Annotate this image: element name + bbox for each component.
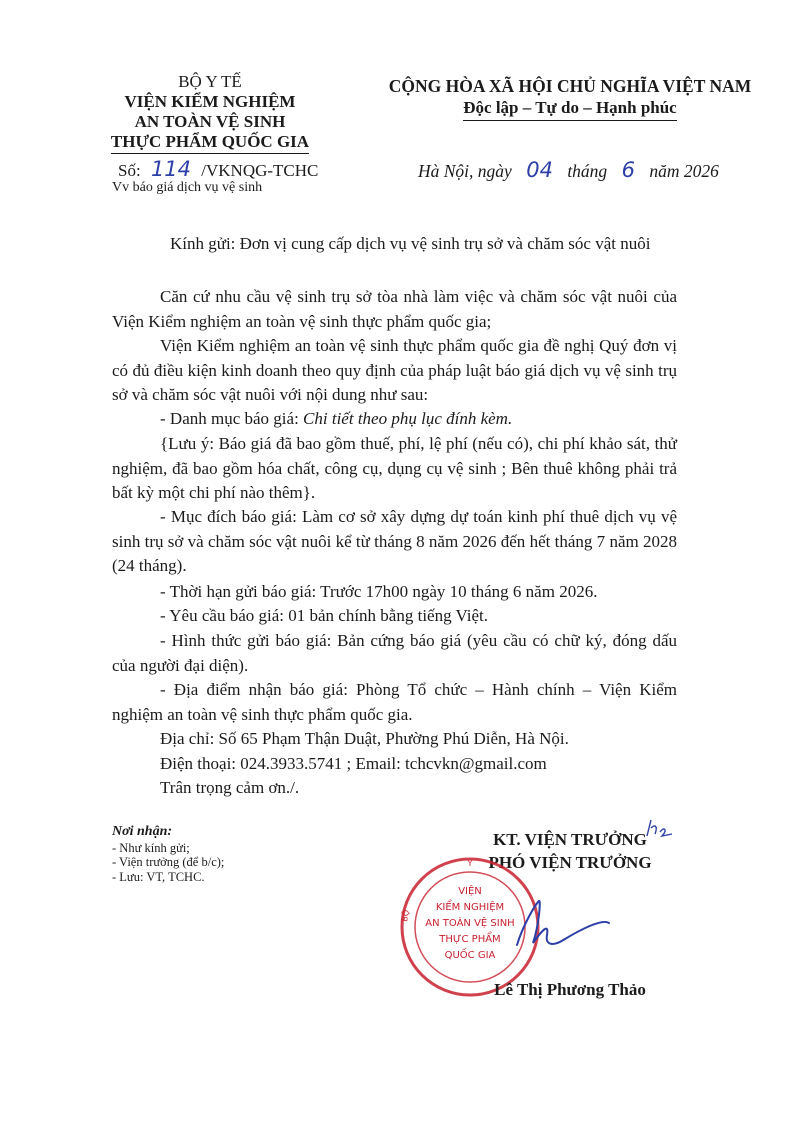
recipient-item: - Lưu: VT, TCHC. bbox=[112, 869, 205, 884]
item-category-label: - Danh mục báo giá: bbox=[160, 409, 304, 428]
number-suffix: /VKNQG-TCHC bbox=[201, 161, 319, 180]
signer-name: Lê Thị Phương Thảo bbox=[494, 980, 646, 999]
paragraph-basis: Căn cứ nhu cầu vệ sinh trụ sở tòa nhà làm việc và chăm sóc vật nuôi của Viện Kiểm nghiệm an toàn vệ sinh thực phẩm quốc gia; bbox=[112, 287, 677, 331]
institute-name-line3: THỰC PHẨM QUỐC GIA bbox=[95, 132, 325, 154]
recipients-block bbox=[112, 825, 224, 884]
document-number bbox=[118, 157, 318, 181]
date-day: 04 bbox=[526, 158, 553, 182]
date-place: Hà Nội, ngày bbox=[418, 161, 512, 181]
national-motto: Độc lập – Tự do – Hạnh phúc bbox=[360, 97, 780, 121]
date-month: 6 bbox=[621, 158, 635, 182]
initials-mark bbox=[642, 816, 682, 842]
signature-line2: PHÓ VIỆN TRƯỞNG bbox=[488, 853, 652, 872]
addressee: Kính gửi: Đơn vị cung cấp dịch vụ vệ sinh trụ sở và chăm sóc vật nuôi bbox=[170, 234, 651, 253]
item-purpose: - Mục đích báo giá: Làm cơ sở xây dựng dự toán kinh phí thuê dịch vụ vệ sinh trụ sở và chăm sóc vật nuôi kể từ tháng 8 năm 2026 đến hết tháng 7 năm 2028 (24 tháng). bbox=[112, 507, 677, 575]
date-year: năm 2026 bbox=[649, 161, 719, 181]
signature-line1: KT. VIỆN TRƯỞNG bbox=[493, 830, 647, 849]
seal-line2: KIỂM NGHIỆM bbox=[435, 902, 505, 913]
recipient-item: - Như kính gửi; bbox=[112, 840, 190, 855]
national-heading bbox=[360, 75, 780, 121]
handwritten-signature bbox=[505, 895, 615, 965]
seal-line5: QUỐC GIA bbox=[444, 950, 496, 961]
number-prefix: Số: bbox=[118, 161, 141, 180]
institute-name-line1: VIỆN KIỂM NGHIỆM bbox=[124, 92, 296, 111]
recipient-item: - Viện trưởng (để b/c); bbox=[112, 855, 225, 869]
nation-name: CỘNG HÒA XÃ HỘI CHỦ NGHĨA VIỆT NAM bbox=[388, 76, 752, 96]
number-handwritten: 114 bbox=[150, 157, 192, 181]
seal-line4: THỰC PHẨM bbox=[439, 934, 501, 945]
svg-text:BỘ: BỘ bbox=[400, 909, 412, 923]
ministry-name: BỘ Y TẾ bbox=[178, 72, 242, 91]
date-month-label: tháng bbox=[567, 161, 608, 181]
svg-text:Y: Y bbox=[467, 859, 473, 868]
item-submission-form: - Hình thức gửi báo giá: Bản cứng báo giá (yêu cầu có chữ ký, đóng dấu của người đại diện). bbox=[112, 631, 677, 675]
item-category-value: Chi tiết theo phụ lục đính kèm. bbox=[303, 409, 513, 428]
document-date bbox=[418, 158, 719, 182]
item-deadline: - Thời hạn gửi báo giá: Trước 17h00 ngày 10 tháng 6 năm 2026. bbox=[160, 582, 598, 601]
institute-name-line2: AN TOÀN VỆ SINH bbox=[134, 112, 286, 131]
document-subject: Vv báo giá dịch vụ vệ sinh bbox=[112, 180, 263, 195]
address-line: Địa chỉ: Số 65 Phạm Thận Duật, Phường Phú Diễn, Hà Nội. bbox=[160, 729, 569, 748]
issuing-authority bbox=[95, 72, 325, 154]
paragraph-request: Viện Kiểm nghiệm an toàn vệ sinh thực phẩm quốc gia đề nghị Quý đơn vị có đủ điều kiện kinh doanh theo quy định của pháp luật báo giá dịch vụ vệ sinh trụ sở và chăm sóc vật nuôi với nội dung như sau: bbox=[112, 336, 677, 404]
item-requirement: - Yêu cầu báo giá: 01 bản chính bằng tiếng Việt. bbox=[160, 606, 489, 625]
item-location: - Địa điểm nhận báo giá: Phòng Tổ chức – Hành chính – Viện Kiểm nghiệm an toàn vệ sinh thực phẩm quốc gia. bbox=[112, 680, 677, 724]
note-paragraph: {Lưu ý: Báo giá đã bao gồm thuế, phí, lệ phí (nếu có), chi phí khảo sát, thử nghiệm, đã bao gồm hóa chất, công cụ, dụng cụ vệ sinh ; Bên thuê không phải trả bất kỳ một chi phí nào thêm}. bbox=[112, 434, 677, 502]
item-category bbox=[160, 407, 725, 432]
seal-line3: AN TOÀN VỆ SINH bbox=[425, 918, 515, 929]
contact-line: Điện thoại: 024.3933.5741 ; Email: tchcvkn@gmail.com bbox=[160, 754, 547, 773]
recipients-title: Nơi nhận: bbox=[112, 824, 173, 839]
closing-line: Trân trọng cảm ơn./. bbox=[160, 778, 300, 797]
seal-line1: VIỆN bbox=[458, 886, 482, 897]
